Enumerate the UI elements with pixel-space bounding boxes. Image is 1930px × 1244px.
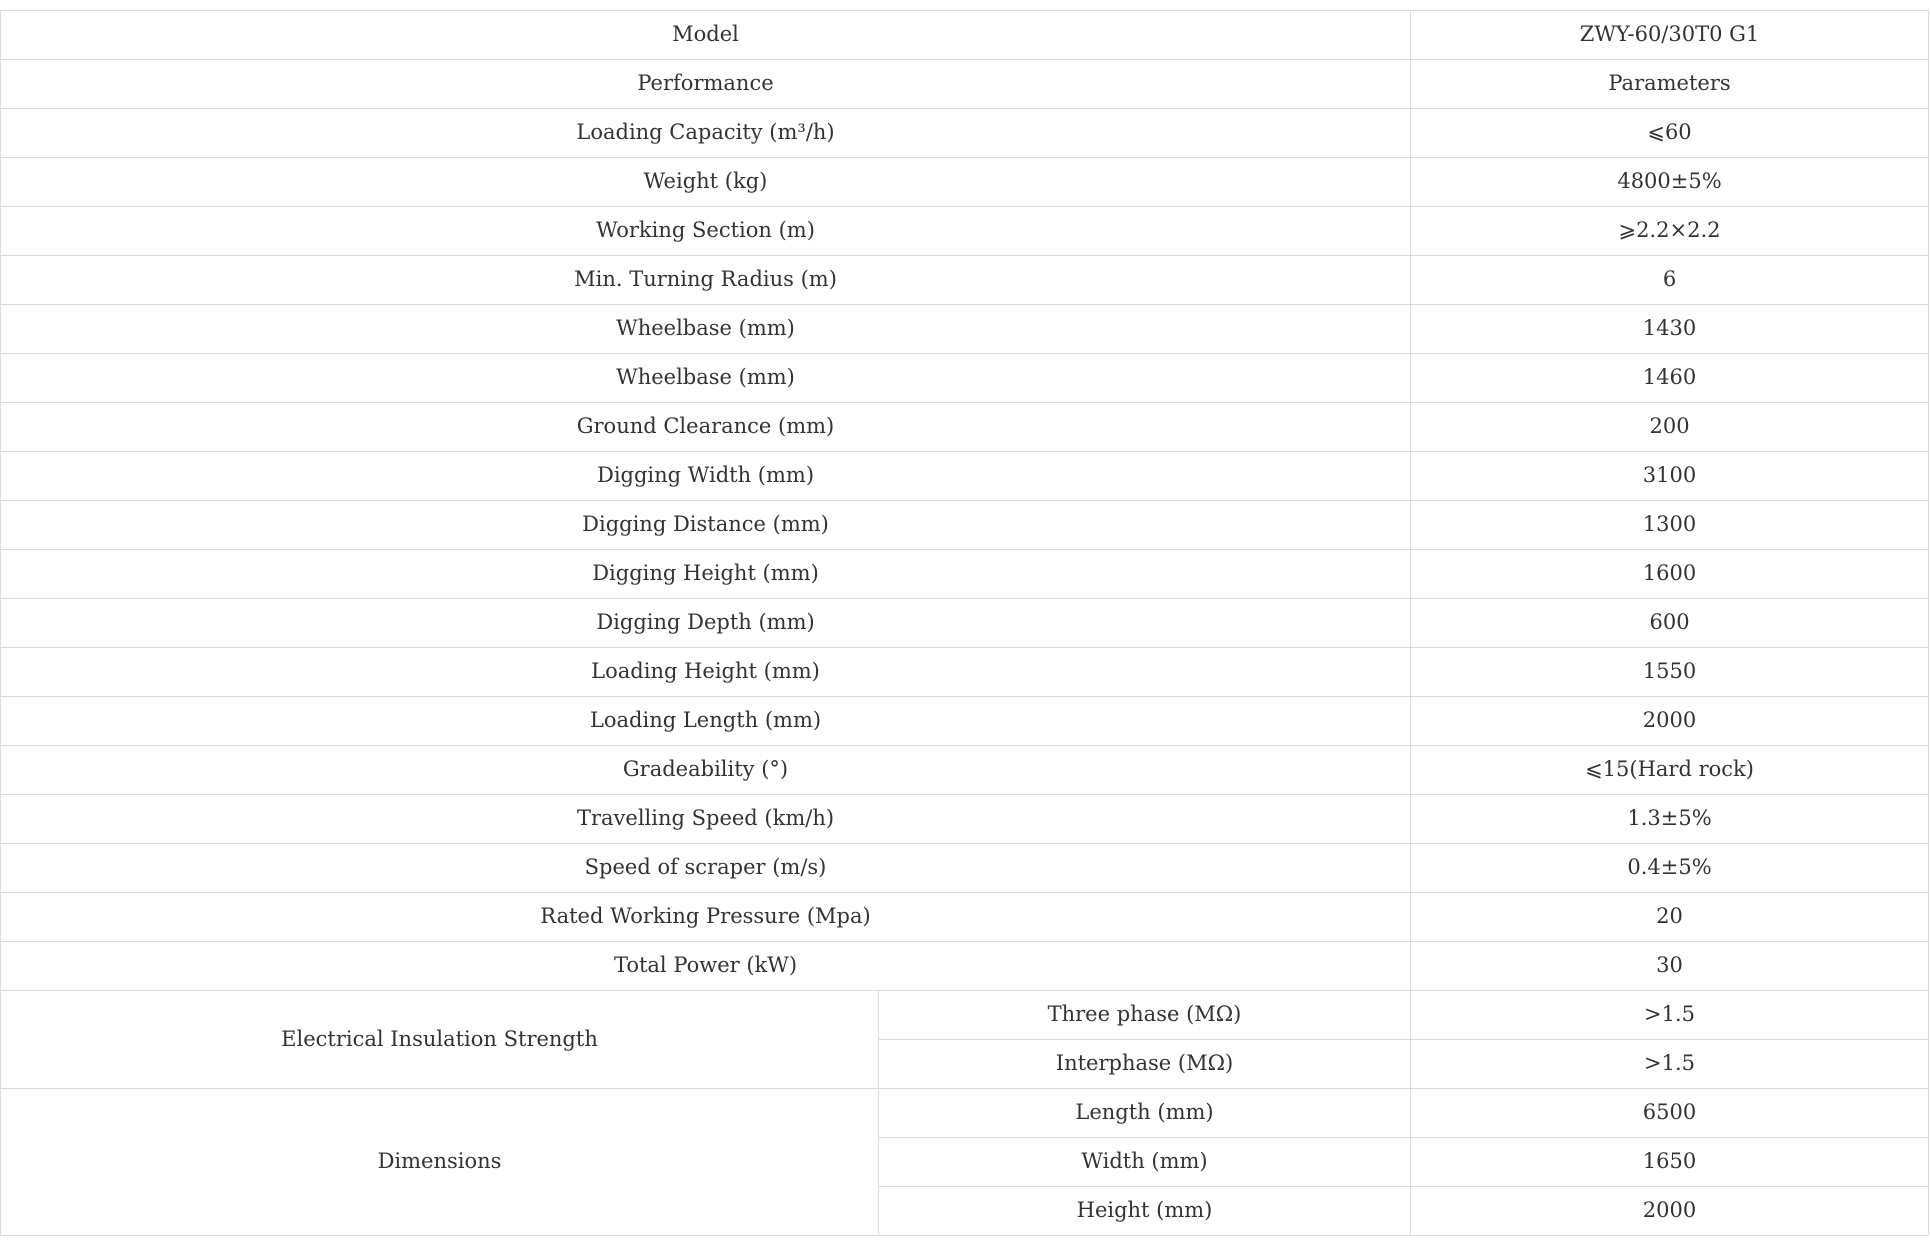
row-value: 1600 <box>1411 550 1929 599</box>
row-value: 1300 <box>1411 501 1929 550</box>
table-row <box>1 452 1929 501</box>
row-value: 4800±5% <box>1411 158 1929 207</box>
row-label: Speed of scraper (m/s) <box>1 844 1411 893</box>
row-label: Loading Capacity (m³/h) <box>1 109 1411 158</box>
table-row-insulation-three-phase <box>1 991 1929 1040</box>
row-value: 2000 <box>1411 1187 1929 1236</box>
row-value: 0.4±5% <box>1411 844 1929 893</box>
row-value: ZWY-60/30T0 G1 <box>1411 11 1929 60</box>
row-value: 600 <box>1411 599 1929 648</box>
row-value: 1550 <box>1411 648 1929 697</box>
group-label-dimensions: Dimensions <box>1 1089 879 1236</box>
row-value: 6500 <box>1411 1089 1929 1138</box>
row-value: 1650 <box>1411 1138 1929 1187</box>
row-value: Parameters <box>1411 60 1929 109</box>
table-row <box>1 648 1929 697</box>
table-row <box>1 354 1929 403</box>
table-row-dimensions-length <box>1 1089 1929 1138</box>
table-row <box>1 158 1929 207</box>
row-label: Rated Working Pressure (Mpa) <box>1 893 1411 942</box>
table-row-model <box>1 11 1929 60</box>
table-row-header <box>1 60 1929 109</box>
row-sublabel: Width (mm) <box>879 1138 1411 1187</box>
row-value: >1.5 <box>1411 991 1929 1040</box>
row-label: Gradeability (°) <box>1 746 1411 795</box>
table-row <box>1 599 1929 648</box>
row-sublabel: Interphase (MΩ) <box>879 1040 1411 1089</box>
row-value: ⩽60 <box>1411 109 1929 158</box>
specifications-table <box>0 10 1929 1236</box>
row-sublabel: Height (mm) <box>879 1187 1411 1236</box>
row-value: 3100 <box>1411 452 1929 501</box>
row-sublabel: Length (mm) <box>879 1089 1411 1138</box>
row-label: Working Section (m) <box>1 207 1411 256</box>
table-row <box>1 207 1929 256</box>
table-row <box>1 795 1929 844</box>
row-label: Ground Clearance (mm) <box>1 403 1411 452</box>
row-value: ⩾2.2×2.2 <box>1411 207 1929 256</box>
row-value: 200 <box>1411 403 1929 452</box>
table-row <box>1 746 1929 795</box>
row-label: Weight (kg) <box>1 158 1411 207</box>
row-value: ⩽15(Hard rock) <box>1411 746 1929 795</box>
row-label: Loading Height (mm) <box>1 648 1411 697</box>
row-label: Digging Depth (mm) <box>1 599 1411 648</box>
row-label: Loading Length (mm) <box>1 697 1411 746</box>
row-label: Digging Distance (mm) <box>1 501 1411 550</box>
row-label: Total Power (kW) <box>1 942 1411 991</box>
row-label: Wheelbase (mm) <box>1 354 1411 403</box>
row-value: >1.5 <box>1411 1040 1929 1089</box>
row-label: Performance <box>1 60 1411 109</box>
row-label: Wheelbase (mm) <box>1 305 1411 354</box>
table-row <box>1 109 1929 158</box>
table-row <box>1 501 1929 550</box>
row-value: 2000 <box>1411 697 1929 746</box>
row-label: Digging Height (mm) <box>1 550 1411 599</box>
row-value: 6 <box>1411 256 1929 305</box>
table-row <box>1 403 1929 452</box>
row-label: Digging Width (mm) <box>1 452 1411 501</box>
row-sublabel: Three phase (MΩ) <box>879 991 1411 1040</box>
table-row <box>1 697 1929 746</box>
row-value: 20 <box>1411 893 1929 942</box>
table-row <box>1 550 1929 599</box>
row-label: Min. Turning Radius (m) <box>1 256 1411 305</box>
row-label: Model <box>1 11 1411 60</box>
table-row <box>1 305 1929 354</box>
table-row <box>1 942 1929 991</box>
row-value: 1430 <box>1411 305 1929 354</box>
row-value: 1460 <box>1411 354 1929 403</box>
table-row <box>1 893 1929 942</box>
table-row <box>1 844 1929 893</box>
row-label: Travelling Speed (km/h) <box>1 795 1411 844</box>
row-value: 30 <box>1411 942 1929 991</box>
table-row <box>1 256 1929 305</box>
row-value: 1.3±5% <box>1411 795 1929 844</box>
group-label-insulation: Electrical Insulation Strength <box>1 991 879 1089</box>
